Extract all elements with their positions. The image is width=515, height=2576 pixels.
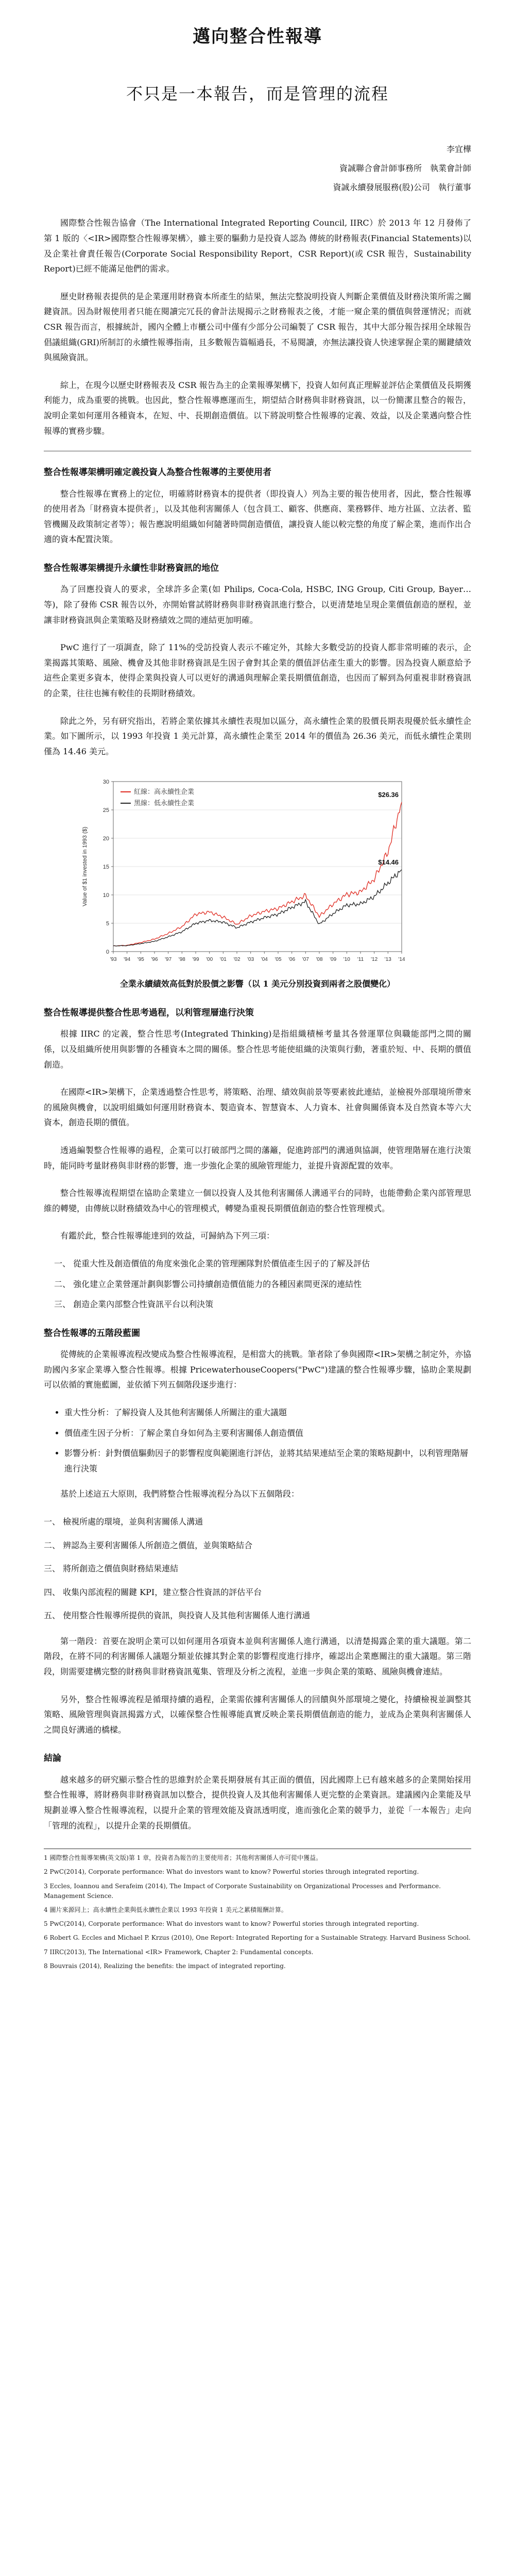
figure-caption: 全業永續績效高低對於股價之影響（以 1 美元分別投資到兩者之股價變化）	[119, 979, 396, 989]
x-tick-label: '05	[274, 957, 282, 963]
list-item: 三、 創造企業內部整合性資訊平台以利決策	[54, 1299, 214, 1310]
list-item: 三、 將所創造之價值與財務結果連結	[44, 1564, 179, 1574]
sustainability-chart	[77, 771, 438, 972]
page-title: 邁向整合性報導	[193, 26, 322, 47]
conclusion-paragraph: 越來越多的研究顯示整合性的思維對於企業長期發展有其正面的價值，因此國際上已有越來越多的企業開始採用整合性報導，將財務與非財務資訊加以整合，提供投資人及其他利害關係人更完整的企業資訊。建議國內企業能及早規劃並導入整合性報導流程，以提升企業的管理效能及資訊透明度，進而強化企業的競爭力，並從「一本報告」走向「管理的流程」，以提升企業的長期價值。	[44, 1774, 471, 1831]
benefit-list	[44, 1256, 471, 1312]
intro-paragraph: 國際整合性報告協會（The International Integrated Reporting Council, IIRC）於 2013 年 12 月發佈了第 1 版的〈<IR>國際整合性報導架構〉，雖主要的驅動力是投資人認為 傳統的財務報表(Financial Statements)以及企業社會責任報告(Corporate Social Responsibility Report，CSR Report)(或 CSR 報告，Sustainability Report)已經不能滿足他們的需求。	[44, 218, 471, 274]
section-paragraph: 另外，整合性報導流程是循環持續的過程，企業需依據利害關係人的回饋與外部環境之變化，持續檢視並調整其策略、風險管理與資訊揭露方式，以確保整合性報導能真實反映企業長期價值創造的能力，並成為企業與利害關係人之間良好溝通的橋樑。	[44, 1694, 471, 1735]
section-paragraph: 第一階段：首要在說明企業可以如何運用各項資本並與利害關係人進行溝通，以清楚揭露企業的重大議題。第二階段，在將不同的利害關係人議題分類並依據其對企業的影響程度進行排序，確認出企業應關注的重大議題。第三階段，則需要建構完整的財務與非財務資訊蒐集、管理及分析之流程，並進一步與企業的策略、風險與機會連結。	[44, 1636, 471, 1677]
section-paragraph: 根據 IIRC 的定義，整合性思考(Integrated Thinking)是指組織積極考量其各營運單位與職能部門之間的關係，以及組織所使用與影響的各種資本之間的關係。整合性思考能使組織的決策與行動，著重於短、中、長期的價值創造。	[44, 1029, 471, 1070]
y-tick-label: 20	[102, 836, 109, 842]
section-paragraph: 除此之外，另有研究指出，若將企業依據其永續性表現加以區分，高永續性企業的股價長期表現優於低永續性企業。如下圖所示，以 1993 年投資 1 美元計算，高永續性企業至 2014 年的價值為 26.36 美元，而低永續性企業則僅為 14.46 美元。	[44, 716, 471, 756]
y-tick-label: 5	[106, 921, 109, 927]
y-tick-label: 25	[102, 807, 109, 814]
section-paragraph: 基於上述這五大原則，我們將整合性報導流程分為以下五個階段：	[60, 1489, 300, 1499]
author-affiliation-2: 資誠永續發展服務(股)公司 執行董事	[333, 182, 471, 192]
x-tick-label: '14	[398, 957, 405, 963]
x-tick-label: '06	[288, 957, 296, 963]
section-heading: 結論	[44, 1753, 61, 1764]
list-item: 一、 從重大性及創造價值的角度來強化企業的管理團隊對於價值產生因子的了解及評估	[54, 1258, 370, 1268]
x-tick-label: '95	[137, 957, 144, 963]
footnote: 4 圖片來源同上；高永續性企業與低永續性企業以 1993 年投資 1 美元之累積報酬計算。	[44, 1906, 287, 1913]
list-item: • 影響分析：針對價值驅動因子的影響程度與範圍進行評估，並將其結果連結至企業的策略規劃中，以利管理階層進行決策	[64, 1446, 471, 1476]
x-tick-label: '99	[192, 957, 199, 963]
section-paragraph: 透過編製整合性報導的過程，企業可以打破部門之間的藩籬，促進跨部門的溝通與協調，使管理階層在進行決策時，能同時考量財務與非財務的影響，進一步強化企業的風險管理能力，並提升資源配置的效率。	[44, 1145, 471, 1171]
section-paragraph: 從傳統的企業報導流程改變成為整合性報導流程，是相當大的挑戰。筆者除了參與國際<IR>架構之制定外，亦協助國內多家企業導入整合性報導。根據 PricewaterhouseCoopers("PwC")建議的整合性報導步驟，協助企業規劃可以依循的實施藍圖，並依循下列五個階段逐步進行：	[44, 1349, 471, 1390]
x-tick-label: '09	[330, 957, 337, 963]
list-item: 五、 使用整合性報導所提供的資訊，與投資人及其他利害關係人進行溝通	[44, 1611, 311, 1621]
list-item: 四、 收集內部流程的關鍵 KPI，建立整合性資訊的評估平台	[44, 1587, 262, 1597]
chart-background	[77, 771, 438, 972]
principle-list	[44, 1405, 471, 1476]
list-item: 一、 檢視所處的環境，並與利害關係人溝通	[44, 1516, 203, 1527]
y-tick-label: 0	[106, 949, 109, 956]
y-tick-label: 30	[102, 779, 109, 786]
list-item: 二、 辨認為主要利害關係人所創造之價值，並與策略結合	[44, 1540, 253, 1550]
list-item: • 重大性分析：了解投資人及其他利害關係人所關注的重大議題	[64, 1405, 471, 1420]
author-name: 李宜樺	[446, 144, 471, 155]
section-heading: 整合性報導的五階段藍圖	[44, 1328, 140, 1338]
end-value-label: $14.46	[378, 858, 399, 867]
intro-paragraph: 歷史財務報表提供的是企業運用財務資本所產生的結果，無法完整說明投資人判斷企業價值及財務決策所需之關鍵資訊。因為財報使用者只能在閱讀完冗長的會計法規揭示之財務報表之後，才能一窺企業的價值與營運情況；而就 CSR 報告而言，根據統計，國內全體上市櫃公司中僅有少部分公司編製了 CSR 報告，其中大部分報告採用全球報告倡議組織(GRI)所制訂的永續性報導指南，且多數報告篇幅過長，不易閱讀，亦無法讓投資人快速掌握企業的關鍵績效與風險資訊。	[44, 291, 471, 363]
footnote: 8 Bouvrais (2014), Realizing the benefits: the impact of integrated reporting.	[44, 1962, 286, 1970]
footnote: 5 PwC(2014), Corporate performance: What do investors want to know? Powerful stories through integrated reporting.	[44, 1920, 419, 1928]
section-heading: 整合性報導提供整合性思考過程，以利管理層進行決策	[44, 1007, 254, 1018]
x-tick-label: '13	[384, 957, 391, 963]
section-paragraph: 整合性報導在實務上的定位，明確將財務資本的提供者（即投資人）列為主要的報告使用者，因此，整合性報導的使用者為「財務資本提供者」，以及其他利害關係人（包含員工、顧客、供應商、業務夥伴、地方社區、立法者、監管機關及政策制定者等）；報告應說明組織如何隨著時間創造價值，讓投資人能以較完整的角度了解企業，進而作出合適的資本配置決策。	[44, 488, 471, 545]
x-tick-label: '98	[178, 957, 185, 963]
x-tick-label: '08	[316, 957, 323, 963]
x-tick-label: '04	[261, 957, 268, 963]
x-tick-label: '93	[110, 957, 117, 963]
x-tick-label: '00	[206, 957, 213, 963]
y-tick-label: 10	[102, 892, 109, 899]
x-tick-label: '94	[124, 957, 131, 963]
x-tick-label: '97	[165, 957, 172, 963]
section-heading: 整合性報導架構提升永續性非財務資訊的地位	[44, 563, 219, 573]
footnote: 7 IIRC(2013), The International <IR> Framework, Chapter 2: Fundamental concepts.	[44, 1948, 314, 1956]
section-paragraph: PwC 進行了一項調查，除了 11%的受訪投資人表示不確定外，其餘大多數受訪的投資人都非常明確的表示，企業揭露其策略、風險、機會及其他非財務資訊是生因子會對其企業的價值評估產生重大的影響。因為投資人願意給予這些企業更多資本，使得企業與投資人可以更好的溝通與理解企業長期價值創造，也因而了解到為何重視非財務資訊的企業，往往也擁有較佳的長期財務績效。	[44, 642, 471, 698]
x-tick-label: '11	[357, 957, 364, 963]
list-item: • 價值產生因子分析：了解企業自身如何為主要利害關係人創造價值	[64, 1426, 471, 1441]
x-tick-label: '01	[219, 957, 227, 963]
chart-canvas	[77, 771, 438, 972]
x-tick-label: '03	[247, 957, 254, 963]
x-tick-label: '07	[302, 957, 309, 963]
x-tick-label: '10	[343, 957, 350, 963]
legend-entry: 紅線：高永續性企業	[134, 788, 195, 796]
footnotes	[44, 1849, 471, 1971]
footnote: 2 PwC(2014), Corporate performance: What do investors want to know? Powerful stories through integrated reporting.	[44, 1868, 419, 1876]
x-tick-label: '12	[371, 957, 378, 963]
footnote: 3 Eccles, Ioannou and Serafeim (2014), The Impact of Corporate Sustainability on Organizational Processes and Performance. Management Science.	[44, 1882, 441, 1900]
intro-paragraph: 綜上，在現今以歷史財務報表及 CSR 報告為主的企業報導架構下，投資人如何真正理解並評估企業價值及長期獲利能力，成為重要的挑戰。也因此，整合性報導應運而生，期望結合財務與非財務資訊，以一份簡潔且整合的報告，說明企業如何運用各種資本，在短、中、長期創造價值。以下將說明整合性報導的定義、效益，以及企業邁向整合性報導的實務步驟。	[44, 380, 471, 436]
y-axis-label: Value of $1 invested in 1993 ($)	[82, 827, 88, 907]
footnote: 1 國際整合性報導架構(英文版)第 1 章，投資者為報告的主要使用者；其他利害關係人亦可從中獲益。	[44, 1854, 322, 1862]
author-block	[44, 140, 471, 197]
section-heading: 整合性報導架構明確定義投資人為整合性報導的主要使用者	[44, 467, 271, 478]
step-list	[44, 1514, 471, 1623]
section-paragraph: 為了回應投資人的要求，全球許多企業(如 Philips, Coca-Cola, HSBC, ING Group, Citi Group, Bayer…等)，除了發佈 CSR 報告以外，亦開始嘗試將財務與非財務資訊進行整合，以更清楚地呈現企業價值創造的歷程，並讓非財務資訊與企業策略及財務績效之間的連結更加明確。	[44, 584, 471, 625]
y-tick-label: 15	[102, 864, 109, 871]
x-tick-label: '02	[233, 957, 241, 963]
x-tick-label: '96	[151, 957, 158, 963]
end-value-label: $26.36	[378, 791, 399, 799]
section-paragraph: 在國際<IR>架構下，企業透過整合性思考，將策略、治理、績效與前景等要素彼此連結，並檢視外部環境所帶來的風險與機會，以說明組織如何運用財務資本、製造資本、智慧資本、人力資本、社會與關係資本及自然資本等六大資本，創造長期的價值。	[44, 1087, 471, 1128]
legend-entry: 黑線：低永續性企業	[134, 800, 195, 808]
footnote: 6 Robert G. Eccles and Michael P. Krzus (2010), One Report: Integrated Reporting for a Sustainable Strategy. Harvard Business School.	[44, 1934, 471, 1942]
section-paragraph: 有鑑於此，整合性報導能達到的效益，可歸納為下列三項：	[60, 1231, 275, 1241]
list-item: 二、 強化建立企業營運計劃與影響公司持續創造價值能力的各種因素間更深的連結性	[54, 1279, 362, 1289]
section-paragraph: 整合性報導流程期望在協助企業建立一個以投資人及其他利害關係人溝通平台的同時，也能帶動企業內部管理思維的轉變，由傳統以財務績效為中心的管理模式，轉變為重視長期價值創造的整合性管理模式。	[44, 1188, 471, 1213]
page-subtitle: 不只是一本報告，而是管理的流程	[126, 83, 389, 104]
author-affiliation-1: 資誠聯合會計師事務所 執業會計師	[339, 163, 471, 173]
